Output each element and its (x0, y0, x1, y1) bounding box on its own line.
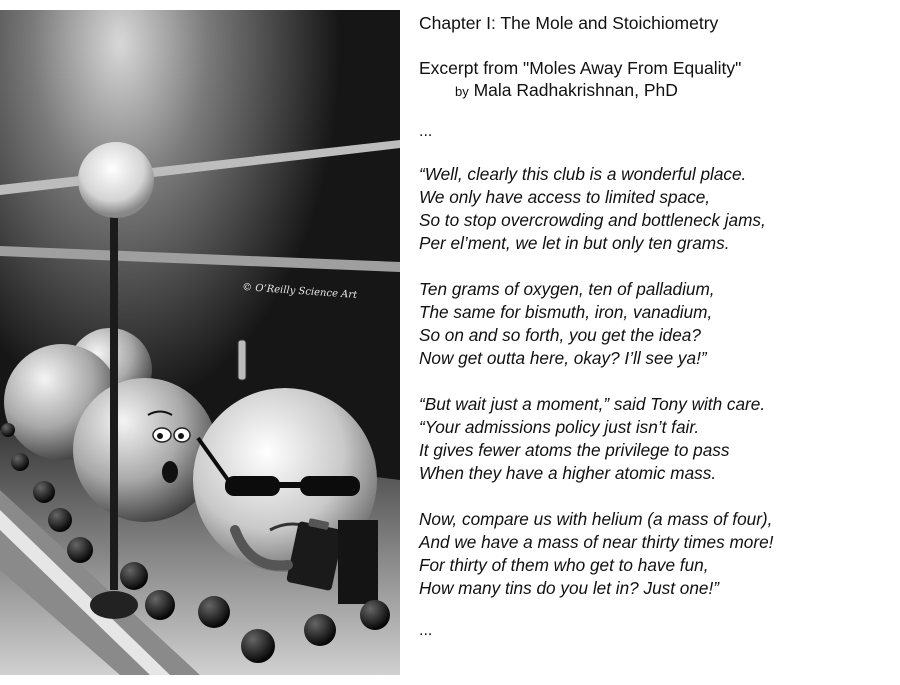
poem-line: Now, compare us with helium (a mass of four), (419, 509, 773, 529)
poem-line: Ten grams of oxygen, ten of palladium, (419, 279, 715, 299)
poem-line: It gives fewer atoms the privilege to pass (419, 440, 730, 460)
stanza-2 (419, 278, 889, 370)
stanza-4 (419, 508, 889, 600)
illustration-artwork (0, 10, 400, 675)
poem-line: “But wait just a moment,” said Tony with care. (419, 394, 766, 414)
poem-line: How many tins do you let in? Just one!” (419, 578, 719, 598)
poem-line: “Well, clearly this club is a wonderful place. (419, 164, 747, 184)
author-name: Mala Radhakrishnan, PhD (473, 80, 678, 100)
byline-by: by (455, 84, 469, 99)
watermark: © O’Reilly Science Art (241, 282, 358, 302)
poem-line: And we have a mass of near thirty times more! (419, 532, 774, 552)
cartoon-illustration (0, 10, 400, 675)
poem-line: So to stop overcrowding and bottleneck jams, (419, 210, 766, 230)
poem-line: Per el’ment, we let in but only ten grams. (419, 233, 730, 253)
stanza-1 (419, 163, 889, 255)
poem-line: For thirty of them who get to have fun, (419, 555, 709, 575)
poem-line: Now get outta here, okay? I’ll see ya!” (419, 348, 707, 368)
byline (455, 79, 889, 103)
chapter-title: Chapter I: The Mole and Stoichiometry (419, 13, 719, 33)
poem-line: So on and so forth, you get the idea? (419, 325, 701, 345)
poem-line: The same for bismuth, iron, vanadium, (419, 302, 713, 322)
excerpt-title: Excerpt from "Moles Away From Equality" (419, 58, 742, 78)
poem-line: When they have a higher atomic mass. (419, 463, 717, 483)
ellipsis-top: ... (419, 123, 433, 140)
poem-line: “Your admissions policy just isn’t fair. (419, 417, 700, 437)
ellipsis-bottom: ... (419, 622, 433, 639)
stanza-3 (419, 393, 889, 485)
poem-line: We only have access to limited space, (419, 187, 711, 207)
excerpt-text (419, 12, 889, 642)
